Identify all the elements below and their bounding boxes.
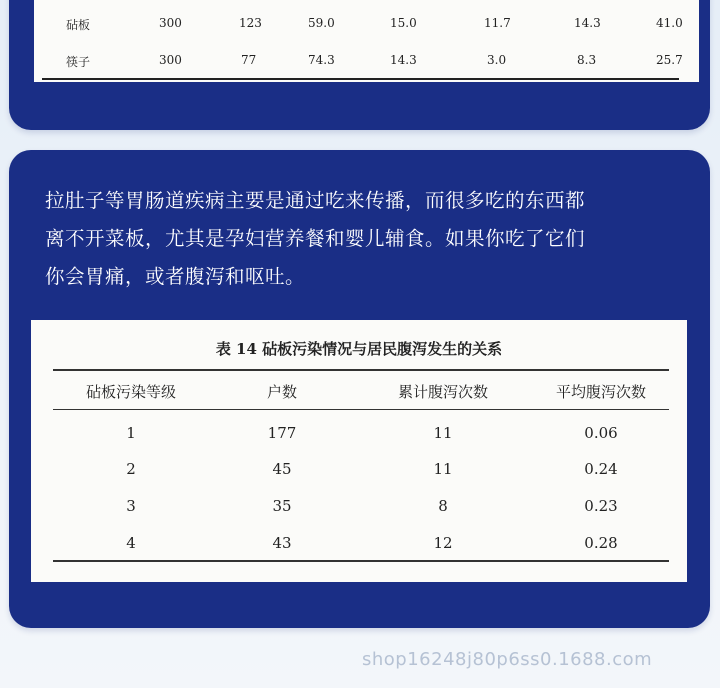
table-cell: 300: [159, 16, 182, 30]
table-cell: 25.7: [656, 53, 683, 67]
table-cell: 41.0: [656, 16, 683, 30]
table-cell: 177: [267, 424, 297, 442]
info-card: [9, 150, 710, 628]
intro-line: 拉肚子等胃肠道疾病主要是通过吃来传播，而很多吃的东西都: [45, 189, 586, 212]
table-cell: 1: [126, 424, 136, 442]
intro-line: 你会胃痛，或者腹泻和呕吐。: [45, 265, 306, 288]
table-row: [34, 16, 699, 36]
table14-image: [31, 320, 687, 582]
table-cell: 77: [241, 53, 257, 67]
table-cell: 12: [433, 534, 453, 552]
table-row: [34, 53, 699, 73]
table-bottom-rule: [42, 78, 679, 80]
table-caption: 表 14 砧板污染情况与居民腹泻发生的关系: [215, 340, 503, 358]
table-cell: 35: [272, 497, 292, 515]
table-cell: 59.0: [308, 16, 335, 30]
column-header: 累计腹泻次数: [397, 383, 489, 401]
watermark: shop16248j80p6ss0.1688.com: [362, 649, 653, 670]
table-cell: 3.0: [487, 53, 507, 67]
table-cell: 8.3: [577, 53, 597, 67]
table-cell: 0.28: [584, 534, 618, 552]
column-header: 户数: [266, 383, 298, 401]
table-cell: 0.24: [584, 460, 618, 478]
table-cell: 8: [438, 497, 448, 515]
table-cell: 0.06: [584, 424, 618, 442]
table-top-rule: [53, 369, 669, 371]
table-cell: 0.23: [584, 497, 618, 515]
intro-line: 离不开菜板，尤其是孕妇营养餐和婴儿辅食。如果你吃了它们: [45, 227, 586, 250]
table-cell: 11.7: [484, 16, 511, 30]
row-label: 筷子: [66, 55, 91, 69]
intro-text: [45, 182, 685, 296]
table-cell: 14.3: [574, 16, 601, 30]
row-label: 砧板: [66, 18, 91, 32]
top-card: [9, 0, 710, 130]
table-cell: 123: [239, 16, 262, 30]
previous-table-image: [34, 0, 699, 82]
table-cell: 74.3: [308, 53, 335, 67]
table-cell: 45: [272, 460, 292, 478]
table-cell: 11: [433, 460, 453, 478]
table-cell: 11: [433, 424, 453, 442]
table-cell: 2: [126, 460, 136, 478]
table-header-rule: [53, 409, 669, 410]
table-cell: 4: [126, 534, 136, 552]
table-cell: 43: [272, 534, 292, 552]
table-cell: 15.0: [390, 16, 417, 30]
table-cell: 3: [126, 497, 136, 515]
column-header: 平均腹泻次数: [555, 383, 647, 401]
table-cell: 300: [159, 53, 182, 67]
table-bottom-rule: [53, 560, 669, 562]
table-cell: 14.3: [390, 53, 417, 67]
column-header: 砧板污染等级: [85, 383, 177, 401]
